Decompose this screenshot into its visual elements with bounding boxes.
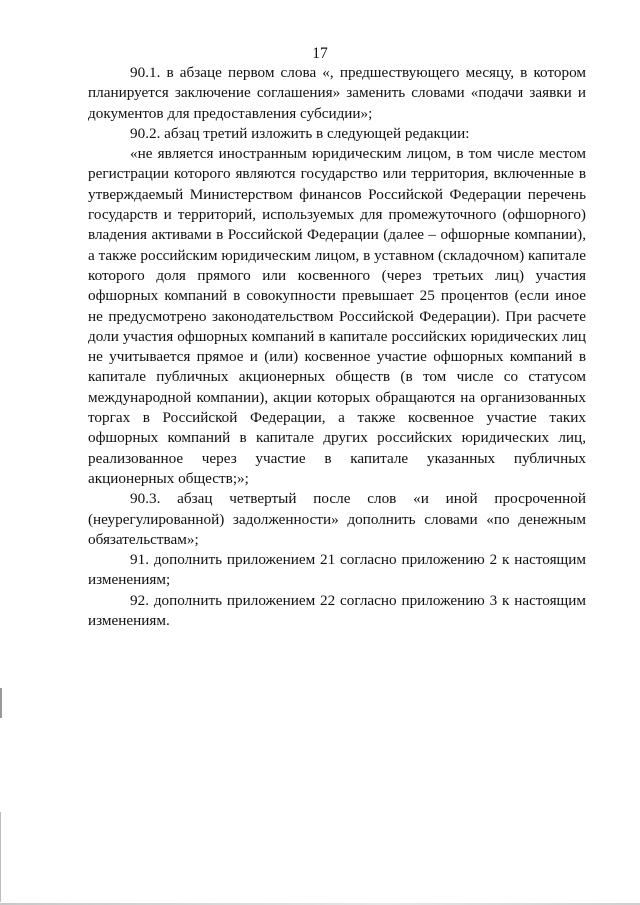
- document-body: [88, 63, 586, 631]
- paragraph-92: 92. дополнить приложением 22 согласно приложению 3 к настоящим изменениям.: [88, 591, 586, 630]
- page-number: 17: [312, 45, 328, 62]
- paragraph-90-2: 90.2. абзац третий изложить в следующей редакции:: [130, 124, 470, 142]
- scan-edge-mark: [0, 688, 2, 718]
- paragraph-90-3: 90.3. абзац четвертый после слов «и иной просроченной (неурегулированной) задолженности» дополнить словами «по денежным обязательствам»;: [88, 490, 586, 548]
- paragraph-90-1: 90.1. в абзаце первом слова «, предшествующего месяцу, в котором планируется заключение соглашения» заменить словами «подачи заявки и документов для предоставления субсидии»;: [88, 64, 586, 122]
- paragraph-quoted-text: «не является иностранным юридическим лицом, в том числе местом регистрации которого являются государство или территория, включенные в утверждаемый Министерством финансов Российской Федерации перечень государств и территорий, используемых для промежуточного (офшорного) владения активами в Российской Федерации (далее – офшорные компании), а также российским юридическим лицом, в уставном (складочном) капитале которого доля прямого или косвенного (через третьих лиц) участия офшорных компаний в совокупности превышает 25 процентов (если иное не предусмотрено законодательством Российской Федерации). При расчете доли участия офшорных компаний в капитале российских юридических лиц не учитывается прямое и (или) косвенное участие офшорных компаний в капитале публичных акционерных обществ (в том числе со статусом международной компании), акции которых обращаются на организованных торгах в Российской Федерации, а также косвенное участие таких офшорных компаний в капитале других российских юридических лиц, реализованное через участие в капитале указанных публичных акционерных обществ;»;: [88, 145, 586, 487]
- scan-edge-mark: [0, 812, 1, 902]
- paragraph-91: 91. дополнить приложением 21 согласно приложению 2 к настоящим изменениям;: [88, 551, 586, 589]
